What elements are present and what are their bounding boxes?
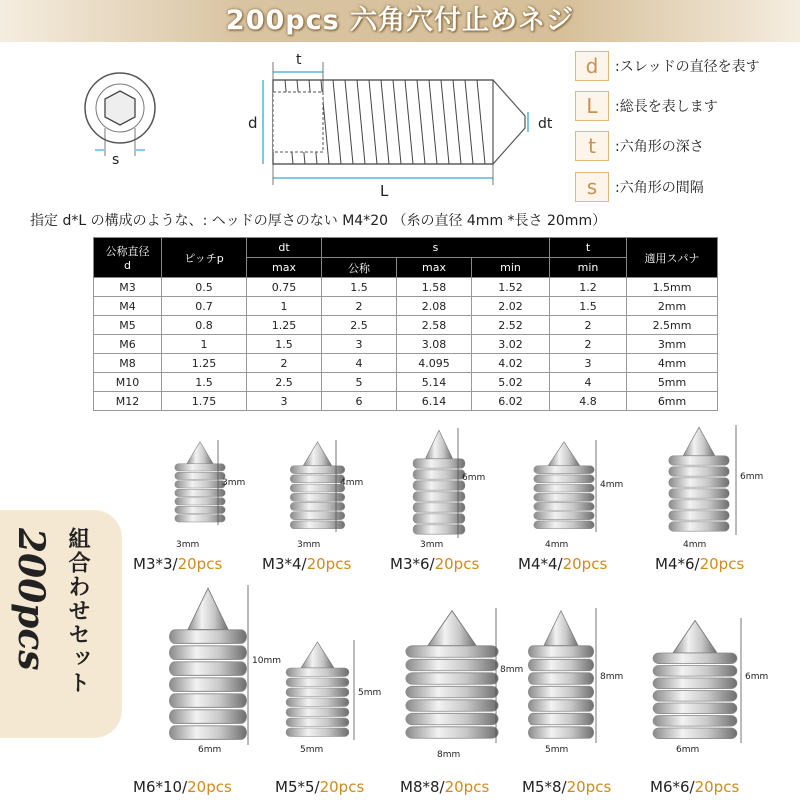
height-dimension-line (216, 440, 220, 525)
screw-size-label (655, 555, 744, 573)
legend-key: d (575, 51, 609, 81)
th-nominal: 公称直径 d (94, 238, 162, 278)
screw-height-label: 4mm (340, 478, 364, 488)
screw-size-label (518, 555, 607, 573)
table-cell: 3 (550, 354, 627, 373)
table-cell: 1.75 (162, 392, 247, 411)
screw-height-label: 6mm (462, 473, 486, 483)
screw-size: M6*10/ (133, 778, 188, 796)
table-cell: 1.25 (162, 354, 247, 373)
table-cell: 3.02 (472, 335, 550, 354)
screw-qty: 20pcs (306, 555, 352, 573)
legend-key: t (575, 131, 609, 161)
table-cell: 6mm (627, 392, 718, 411)
table-cell: 4.8 (550, 392, 627, 411)
table-cell: M4 (94, 297, 162, 316)
legend-text: :六角形の深さ (615, 139, 704, 155)
dim-d-label: d (248, 114, 258, 132)
screw-size: M4*6/ (655, 555, 700, 573)
table-cell: 3 (322, 335, 397, 354)
th-sub: max (247, 258, 322, 278)
screw-image (397, 608, 507, 743)
height-dimension-line (734, 425, 738, 535)
table-cell: 4.02 (472, 354, 550, 373)
screw-size-label (400, 778, 489, 796)
height-dimension-line (352, 640, 356, 740)
table-cell: 1.52 (472, 278, 550, 297)
screw-width-label: 5mm (300, 745, 324, 755)
screw-height-label: 3mm (222, 478, 246, 488)
screw-size-label (522, 778, 611, 796)
dim-t-label: t (296, 52, 302, 68)
legend-key: s (575, 172, 609, 202)
legend-s (575, 172, 704, 202)
table-cell: 6.14 (397, 392, 472, 411)
table-cell: 3 (247, 392, 322, 411)
table-cell: 2mm (627, 297, 718, 316)
height-dimension-line (594, 608, 598, 743)
table-cell: 4.095 (397, 354, 472, 373)
legend-text: :総長を表します (615, 99, 718, 115)
table-cell: 2 (247, 354, 322, 373)
screw-image (162, 585, 254, 745)
screw-height-label: 6mm (740, 472, 764, 482)
height-dimension-line (594, 440, 598, 532)
screw-size-label (133, 555, 222, 573)
legend-key: L (575, 91, 609, 121)
screw-qty: 20pcs (434, 555, 480, 573)
spec-table (93, 237, 718, 411)
table-cell: 2.5 (247, 373, 322, 392)
screw-height-label: 8mm (500, 665, 524, 675)
table-cell: 1.5 (247, 335, 322, 354)
table-cell: 1.2 (550, 278, 627, 297)
th-s: s (322, 238, 550, 258)
table-cell: 1.5 (550, 297, 627, 316)
table-row (94, 316, 718, 335)
height-dimension-line (494, 608, 498, 743)
screw-image (170, 440, 230, 525)
screw-image (663, 425, 735, 535)
screw-image (645, 618, 745, 743)
height-dimension-line (334, 440, 338, 532)
legend-t (575, 131, 704, 161)
table-cell: M10 (94, 373, 162, 392)
screw-image (528, 440, 600, 532)
screw-height-label: 8mm (600, 672, 624, 682)
screw-width-label: 4mm (545, 540, 569, 550)
table-cell: 3.08 (397, 335, 472, 354)
table-cell: M8 (94, 354, 162, 373)
table-cell: M6 (94, 335, 162, 354)
table-cell: 2.08 (397, 297, 472, 316)
legend-text: :六角形の間隔 (615, 180, 704, 196)
spec-description: 指定 d*L の構成のような、: ヘッドの厚さのない M4*20 （糸の直径 4mm *長さ 20mm） (30, 213, 607, 229)
end-view-diagram (75, 68, 165, 168)
screw-size: M4*4/ (518, 555, 563, 573)
screw-qty: 20pcs (562, 555, 608, 573)
screw-height-label: 6mm (745, 672, 769, 682)
screw-qty: 20pcs (566, 778, 612, 796)
screw-width-label: 3mm (297, 540, 321, 550)
screw-width-label: 5mm (545, 745, 569, 755)
screw-size-label (262, 555, 351, 573)
table-cell: 5.02 (472, 373, 550, 392)
dim-s-label: s (112, 152, 120, 168)
screw-qty: 20pcs (319, 778, 365, 796)
dim-dt-label: dt (538, 116, 553, 132)
table-cell: M12 (94, 392, 162, 411)
table-cell: 0.5 (162, 278, 247, 297)
table-cell: 0.7 (162, 297, 247, 316)
table-cell: M3 (94, 278, 162, 297)
screw-image (408, 428, 470, 538)
table-row (94, 354, 718, 373)
table-cell: 5 (322, 373, 397, 392)
screw-width-label: 4mm (683, 540, 707, 550)
screw-width-label: 3mm (420, 540, 444, 550)
screw-size: M3*4/ (262, 555, 307, 573)
th-pitch: ピッチp (162, 238, 247, 278)
table-cell: 2 (550, 335, 627, 354)
screw-qty: 20pcs (187, 778, 232, 796)
screw-size: M3*6/ (390, 555, 435, 573)
table-cell: 2 (322, 297, 397, 316)
pcs-label: 200pcs (10, 528, 52, 671)
table-cell: 3mm (627, 335, 718, 354)
legend-text: :スレッドの直径を表す (615, 59, 760, 75)
table-cell: 5mm (627, 373, 718, 392)
dim-L-label: L (380, 182, 389, 200)
table-cell: 2.58 (397, 316, 472, 335)
screw-size-label (650, 778, 739, 796)
th-t: t (550, 238, 627, 258)
screw-width-label: 6mm (676, 745, 700, 755)
table-cell: 6 (322, 392, 397, 411)
table-cell: 1 (162, 335, 247, 354)
table-row (94, 392, 718, 411)
th-sub: 公称 (322, 258, 397, 278)
screw-image (522, 608, 600, 743)
table-cell: 0.8 (162, 316, 247, 335)
table-cell: 4 (550, 373, 627, 392)
screw-qty: 20pcs (177, 555, 223, 573)
screw-width-label: 6mm (198, 745, 222, 755)
table-cell: 1.5 (322, 278, 397, 297)
table-cell: 0.75 (247, 278, 322, 297)
screw-image (280, 640, 355, 740)
table-cell: 2.52 (472, 316, 550, 335)
height-dimension-line (739, 618, 743, 743)
screw-qty: 20pcs (694, 778, 740, 796)
table-cell: 1.5 (162, 373, 247, 392)
screw-size-label (275, 778, 364, 796)
th-dt: dt (247, 238, 322, 258)
table-cell: 2.5 (322, 316, 397, 335)
screw-qty: 20pcs (699, 555, 745, 573)
legend-d (575, 51, 760, 81)
screw-size: M3*3/ (133, 555, 178, 573)
screw-width-label: 8mm (437, 750, 461, 760)
table-cell: 1.25 (247, 316, 322, 335)
screw-size: M6*6/ (650, 778, 695, 796)
table-cell: 2.5mm (627, 316, 718, 335)
table-cell: 5.14 (397, 373, 472, 392)
height-dimension-line (456, 428, 460, 538)
th-sub: min (472, 258, 550, 278)
page-title: 200pcs 六角穴付止めネジ (225, 5, 575, 36)
th-sub: max (397, 258, 472, 278)
screw-width-label: 3mm (176, 540, 200, 550)
th-wrench: 適用スパナ (627, 238, 718, 278)
table-cell: 4 (322, 354, 397, 373)
table-cell: 4mm (627, 354, 718, 373)
table-cell: 2.02 (472, 297, 550, 316)
table-cell: 6.02 (472, 392, 550, 411)
th-sub: min (550, 258, 627, 278)
screw-height-label: 10mm (252, 656, 281, 666)
table-row (94, 373, 718, 392)
screw-height-label: 4mm (600, 480, 624, 490)
screw-qty: 20pcs (444, 778, 490, 796)
screw-height-label: 5mm (358, 688, 382, 698)
table-cell: 1 (247, 297, 322, 316)
screw-size: M5*8/ (522, 778, 567, 796)
set-label: 組合わせセット (65, 527, 90, 695)
table-cell: 1.5mm (627, 278, 718, 297)
table-row (94, 297, 718, 316)
screw-size-label (390, 555, 479, 573)
table-cell: M5 (94, 316, 162, 335)
screw-size-label (133, 778, 232, 796)
table-row (94, 335, 718, 354)
legend-L (575, 91, 718, 121)
screw-size: M5*5/ (275, 778, 320, 796)
table-cell: 1.58 (397, 278, 472, 297)
table-cell: 2 (550, 316, 627, 335)
height-dimension-line (246, 585, 250, 745)
side-view-diagram (245, 50, 545, 200)
screw-size: M8*8/ (400, 778, 445, 796)
table-row (94, 278, 718, 297)
